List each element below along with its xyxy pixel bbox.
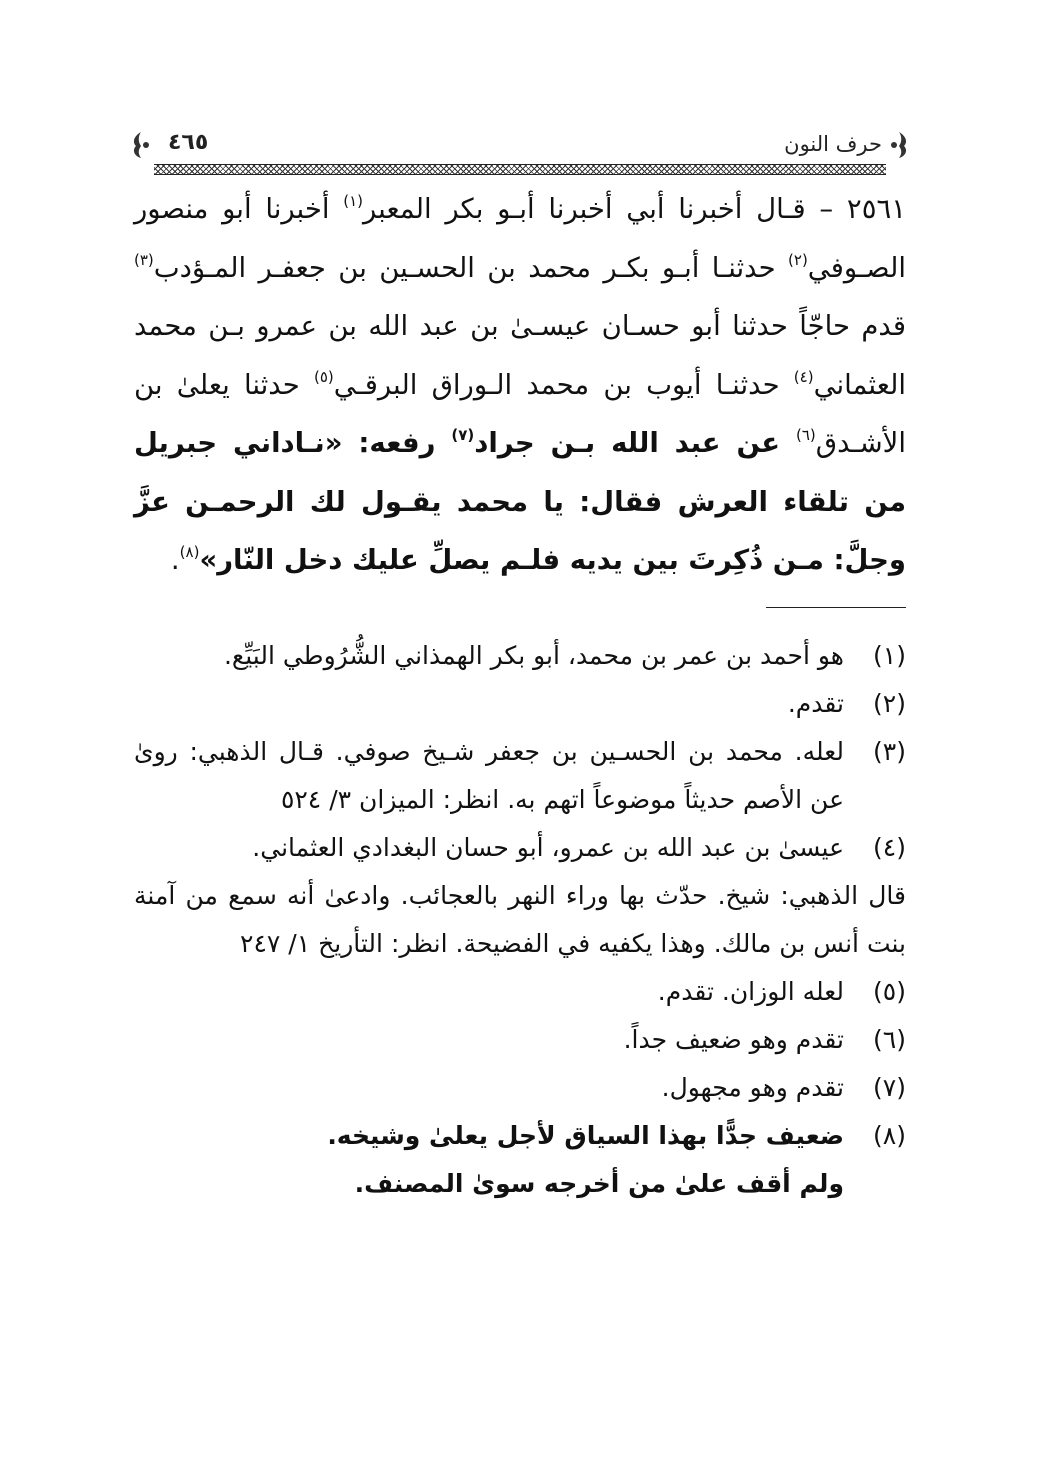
footnote-ref-4: (٤)	[793, 367, 814, 386]
chapter-title: حرف النون	[784, 132, 882, 156]
header-rule	[154, 164, 886, 175]
footnote-ref-2: (٢)	[788, 250, 808, 269]
hadith-text: عن عبد الله بـن جراد$^{(٧)}$ رفعه: «نـاداني جبريل من تلقاء العرش فقال: يا محمد يقـول لك الرحمـن عزَّ وجلَّ: مـن ذُكِرتَ بين يديه فلـم يصلِّ عليك دخل النّار»	[134, 426, 906, 576]
footnote-ref-8: (٨)	[179, 543, 200, 561]
footnote-continuation: ولم أقف علىٰ من أخرجه سوىٰ المصنف.	[354, 1169, 844, 1198]
footnote-item: (٢) تقدم.	[787, 689, 906, 718]
footnote-ref-5: (٥)	[313, 367, 334, 386]
running-header	[128, 128, 912, 172]
footnote-ref-7: (٧)	[451, 426, 475, 444]
footnote-item: (٤) عيسىٰ بن عبد الله بن عمرو، أبو حسان البغدادي العثماني. قال الذهبي: شيخ. حدّث بها وراء النهر بالعجائب. وادعىٰ أنه سمع من آمنة بنت أنس بن مالك. وهذا يكفيه في الفضيحة. انظر: التأريخ ١/ ٢٤٧	[134, 824, 906, 968]
ornament-right-icon	[886, 130, 912, 160]
footnote-item: (١) هو أحمد بن عمر بن محمد، أبو بكر الهمذاني الشُّرُوطي البَيِّع.	[223, 641, 906, 670]
footnotes-list	[134, 632, 906, 1208]
ornament-left-icon	[128, 130, 154, 160]
footnote-item: (٦) تقدم وهو ضعيف جداً.	[623, 1025, 906, 1054]
footnote-item: (٣) لعله. محمد بن الحسـين بن جعفر شـيخ صوفي. قـال الذهبي: روىٰ عن الأصم حديثاً موضوعاً اتهم به. انظر: الميزان ٣/ ٥٢٤	[134, 737, 906, 814]
footnote-item: (٥) لعله الوزان. تقدم.	[657, 977, 906, 1006]
footnote-item: (٨) ضعيف جدًّا بهذا السياق لأجل يعلىٰ وشيخه. ولم أقف علىٰ من أخرجه سوىٰ المصنف.	[134, 1112, 906, 1208]
footnote-divider	[766, 607, 906, 608]
footnote-item: (٧) تقدم وهو مجهول.	[661, 1073, 906, 1102]
footnote-continuation: قال الذهبي: شيخ. حدّث بها وراء النهر بالعجائب. وادعىٰ أنه سمع من آمنة بنت أنس بن مالك. وهذا يكفيه في الفضيحة. انظر: التأريخ ١/ ٢٤٧	[134, 881, 906, 958]
footnote-ref-3: (٣)	[134, 250, 154, 269]
hadith-paragraph: ٢٥٦١ – قـال أخبرنا أبي أخبرنا أبـو بكر المعبر$^{(١)}$ أخبرنا أبو منصور الصـوفي$^{(٢)}$ حدثنـا أبـو بكـر محمد بن الحسـين بن جعفـر المـؤدب$^{(٣)}$ قدم حاجّاً حدثنا أبو حسـان عيسـىٰ بن عبد الله بن عمرو بـن محمد العثماني$^{(٤)}$ حدثنـا أيوب بن محمد الـوراق البرقـي$^{(٥)}$ حدثنا يعلىٰ بن الأشـدق$^{(٦)}$ عن عبد الله بـن جراد$^{(٧)}$ رفعه: «نـاداني جبريل من تلقاء العرش فقال: يا محمد يقـول لك الرحمـن عزَّ وجلَّ: مـن ذُكِرتَ بين يديه فلـم يصلِّ عليك دخل النّار»$^{(٨)}$.	[134, 192, 907, 576]
page-number: ٤٦٥	[168, 130, 209, 155]
footnote-ref-1: (١)	[343, 192, 363, 210]
footnote-ref-6: (٦)	[796, 426, 816, 444]
